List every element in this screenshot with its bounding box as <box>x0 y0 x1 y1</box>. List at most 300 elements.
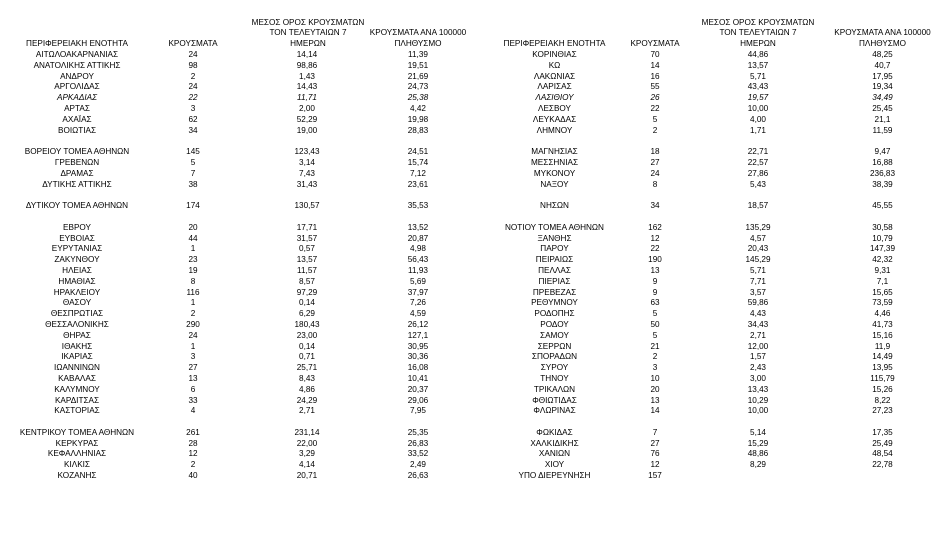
avg7-header-line3: ΗΜΕΡΩΝ <box>740 39 776 49</box>
avg7-cell: 8,43 <box>299 373 315 383</box>
cases-cell: 5 <box>652 330 658 340</box>
region-cell: ΜΑΓΝΗΣΙΑΣ <box>531 147 578 157</box>
per100k-cell: 4,59 <box>410 309 426 319</box>
per100k-cell: 48,54 <box>872 449 893 459</box>
avg7-cell: 31,43 <box>296 179 318 189</box>
per100k-cell: 27,23 <box>872 406 893 416</box>
cases-cell: 5 <box>652 114 658 124</box>
region-cell: ΙΘΑΚΗΣ <box>61 341 93 351</box>
avg7-cell: 22,71 <box>747 147 769 157</box>
per100k-cell: 13,95 <box>872 363 893 373</box>
avg7-cell: 3,29 <box>299 449 315 459</box>
table-row <box>472 72 945 83</box>
avg7-cell: 7,43 <box>299 168 315 178</box>
per100k-cell: 17,95 <box>872 71 893 81</box>
region-cell: ΣΠΟΡΑΔΩΝ <box>531 352 578 362</box>
per100k-cell: 19,98 <box>407 114 429 124</box>
per100k-cell: 22,78 <box>872 460 893 470</box>
avg7-cell: 13,43 <box>747 384 769 394</box>
avg7-cell: 48,86 <box>747 449 769 459</box>
avg7-cell: 34,43 <box>747 319 769 329</box>
cases-cell: 14 <box>650 406 660 416</box>
table-row <box>472 82 945 93</box>
table-row <box>0 158 472 169</box>
per100k-cell: 20,87 <box>407 233 429 243</box>
avg7-cell: 52,29 <box>296 114 318 124</box>
cases-cell: 12 <box>650 233 660 243</box>
left-table-header <box>0 14 472 50</box>
per100k-cell: 14,49 <box>872 352 893 362</box>
table-row <box>472 277 945 288</box>
region-cell: ΞΑΝΘΗΣ <box>537 233 572 243</box>
per100k-cell: 25,49 <box>872 438 893 448</box>
cases-cell: 18 <box>650 147 660 157</box>
per100k-cell: 11,93 <box>408 265 428 275</box>
table-row <box>472 385 945 396</box>
avg7-cell: 1,43 <box>299 71 315 81</box>
cases-cell: 19 <box>188 265 198 275</box>
left-table-body <box>0 50 472 482</box>
table-row <box>472 115 945 126</box>
table-row <box>0 147 472 158</box>
avg7-cell: 3,00 <box>750 373 766 383</box>
avg7-cell: 15,29 <box>747 438 769 448</box>
cases-cell: 2 <box>652 352 658 362</box>
table-row <box>0 439 472 450</box>
region-cell: ΑΙΤΩΛΟΑΚΑΡΝΑΝΙΑΣ <box>35 50 119 59</box>
table-row <box>0 169 472 180</box>
cases-cell: 63 <box>650 298 660 308</box>
table-row <box>0 244 472 255</box>
region-cell: ΜΕΣΣΗΝΙΑΣ <box>530 157 579 167</box>
per100k-cell: 4,42 <box>410 103 426 113</box>
region-cell: ΡΟΔΟΠΗΣ <box>534 309 575 319</box>
avg7-cell: 44,86 <box>747 50 769 59</box>
region-cell: ΕΥΡΥΤΑΝΙΑΣ <box>51 244 103 254</box>
per100k-cell: 9,47 <box>874 147 891 157</box>
per100k-cell: 30,58 <box>872 222 893 232</box>
cases-cell: 8 <box>190 276 196 286</box>
avg7-cell: 2,71 <box>299 406 315 416</box>
table-row <box>472 439 945 450</box>
table-row <box>0 201 472 212</box>
cases-cell: 190 <box>648 255 662 265</box>
avg7-header-line2: ΤΟΝ ΤΕΛΕΥΤΑΙΩΝ 7 <box>719 28 797 38</box>
per100k-cell: 42,32 <box>872 255 893 265</box>
table-row <box>0 471 472 482</box>
cases-cell: 4 <box>190 406 196 416</box>
cases-cell: 14 <box>650 60 660 70</box>
avg7-cell: 17,71 <box>296 222 318 232</box>
table-row <box>0 374 472 385</box>
cases-cell: 40 <box>188 471 198 481</box>
per100k-cell: 37,97 <box>407 287 429 297</box>
region-cell: ΣΥΡΟΥ <box>540 363 569 373</box>
avg7-cell: 43,43 <box>747 82 769 92</box>
avg7-cell: 11,71 <box>297 93 317 103</box>
region-cell: ΛΑΚΩΝΙΑΣ <box>533 71 576 81</box>
table-row <box>0 363 472 374</box>
cases-cell: 7 <box>190 168 196 178</box>
avg7-cell: 19,57 <box>747 93 769 103</box>
per100k-header-line1: ΚΡΟΥΣΜΑΤΑ ΑΝΑ 100000 <box>834 28 931 38</box>
per100k-cell: 40,7 <box>874 60 891 70</box>
table-row <box>472 223 945 234</box>
per100k-cell: 38,39 <box>872 179 893 189</box>
per100k-header-line2: ΠΛΗΘΥΣΜΟ <box>394 39 442 49</box>
per100k-header-line2: ΠΛΗΘΥΣΜΟ <box>858 39 907 49</box>
cases-cell: 13 <box>650 395 660 405</box>
region-column-header: ΠΕΡΙΦΕΡΕΙΑΚΗ ΕΝΟΤΗΤΑ <box>503 39 606 49</box>
table-row <box>0 298 472 309</box>
table-row <box>472 363 945 374</box>
table-row <box>0 50 472 61</box>
cases-cell: 1 <box>190 244 196 254</box>
region-cell: ΚΟΡΙΝΘΙΑΣ <box>532 50 577 59</box>
region-cell: ΤΗΝΟΥ <box>540 373 569 383</box>
per100k-column-header <box>824 28 941 50</box>
table-row <box>472 396 945 407</box>
table-row <box>0 320 472 331</box>
cases-cell: 2 <box>190 71 196 81</box>
per100k-cell: 115,79 <box>870 373 895 383</box>
table-row <box>0 309 472 320</box>
cases-cell: 10 <box>650 373 660 383</box>
cases-cell: 9 <box>652 287 658 297</box>
cases-cell: 13 <box>188 373 198 383</box>
region-cell: ΚΟΖΑΝΗΣ <box>57 471 97 481</box>
region-cell: ΚΕΦΑΛΛΗΝΙΑΣ <box>47 449 107 459</box>
cases-cell: 70 <box>650 50 660 59</box>
table-row <box>472 234 945 245</box>
spacer-row <box>0 190 472 201</box>
table-row <box>472 342 945 353</box>
per100k-cell: 41,73 <box>872 319 893 329</box>
region-cell: ΠΙΕΡΙΑΣ <box>538 276 571 286</box>
spacer-row <box>0 212 472 223</box>
cases-cell: 2 <box>190 309 196 319</box>
per100k-cell: 15,74 <box>407 157 429 167</box>
region-cell: ΠΕΙΡΑΙΩΣ <box>535 255 574 265</box>
region-cell: ΚΑΣΤΟΡΙΑΣ <box>54 406 100 416</box>
region-cell: ΛΕΣΒΟΥ <box>537 103 572 113</box>
per100k-cell: 25,35 <box>407 427 429 437</box>
cases-cell: 55 <box>650 82 660 92</box>
region-cell: ΖΑΚΥΝΘΟΥ <box>54 255 100 265</box>
per100k-cell: 26,63 <box>407 471 429 481</box>
per100k-cell: 11,9 <box>874 341 891 351</box>
region-cell: ΚΑΛΥΜΝΟΥ <box>54 384 100 394</box>
table-row <box>0 406 472 417</box>
region-cell: ΠΑΡΟΥ <box>540 244 569 254</box>
cases-cell: 27 <box>650 438 660 448</box>
per100k-cell: 73,59 <box>872 298 893 308</box>
spacer-row <box>472 190 945 201</box>
table-row <box>472 352 945 363</box>
table-row <box>472 309 945 320</box>
per100k-cell: 24,51 <box>407 147 429 157</box>
cases-cell: 50 <box>650 319 660 329</box>
table-row <box>472 406 945 417</box>
table-row <box>0 396 472 407</box>
region-cell: ΒΟΙΩΤΙΑΣ <box>57 125 97 135</box>
avg7-cell: 10,29 <box>747 395 769 405</box>
table-row <box>0 104 472 115</box>
cases-cell: 174 <box>186 201 200 211</box>
region-cell: ΠΡΕΒΕΖΑΣ <box>532 287 577 297</box>
avg7-cell: 0,14 <box>299 341 315 351</box>
region-cell: ΦΩΚΙΔΑΣ <box>536 427 573 437</box>
table-row <box>472 147 945 158</box>
cases-cell: 24 <box>650 168 660 178</box>
per100k-cell: 15,26 <box>872 384 893 394</box>
region-cell: ΤΡΙΚΑΛΩΝ <box>533 384 576 394</box>
spacer-row <box>0 136 472 147</box>
cases-cell: 20 <box>188 222 198 232</box>
avg7-cell: 59,86 <box>747 298 769 308</box>
cases-cell: 20 <box>650 384 660 394</box>
cases-cell: 3 <box>652 363 658 373</box>
avg7-cell: 23,00 <box>296 330 318 340</box>
table-row <box>0 223 472 234</box>
avg7-cell: 231,14 <box>294 427 320 437</box>
region-cell: ΑΡΚΑΔΙΑΣ <box>57 93 97 103</box>
avg7-cell: 180,43 <box>294 319 320 329</box>
avg7-cell: 25,71 <box>296 363 318 373</box>
region-cell: ΚΙΛΚΙΣ <box>63 460 90 470</box>
avg7-cell: 18,57 <box>747 201 769 211</box>
cases-cell: 22 <box>188 93 198 103</box>
cases-cell: 5 <box>652 309 658 319</box>
cases-cell: 21 <box>650 341 660 351</box>
cases-cell: 12 <box>188 449 198 459</box>
per100k-cell: 2,49 <box>410 460 426 470</box>
avg7-cell: 4,43 <box>750 309 766 319</box>
table-row <box>472 93 945 104</box>
per100k-cell: 20,37 <box>407 384 429 394</box>
avg7-cell: 22,00 <box>296 438 318 448</box>
table-row <box>472 288 945 299</box>
avg7-column-header <box>240 18 376 50</box>
table-row <box>0 234 472 245</box>
table-row <box>0 428 472 439</box>
avg7-header-line3: ΗΜΕΡΩΝ <box>290 39 326 49</box>
table-row <box>472 180 945 191</box>
per100k-cell: 5,69 <box>410 276 426 286</box>
table-row <box>0 277 472 288</box>
region-cell: ΚΩ <box>548 60 561 70</box>
cases-cell: 116 <box>186 287 200 297</box>
region-cell: ΘΗΡΑΣ <box>63 330 91 340</box>
per100k-cell: 35,53 <box>407 201 429 211</box>
table-row <box>472 61 945 72</box>
per100k-cell: 8,22 <box>874 395 891 405</box>
table-row <box>0 82 472 93</box>
region-cell: ΘΕΣΣΑΛΟΝΙΚΗΣ <box>45 319 109 329</box>
avg7-cell: 4,86 <box>299 384 315 394</box>
table-row <box>0 266 472 277</box>
region-cell: ΗΛΕΙΑΣ <box>62 265 92 275</box>
avg7-cell: 3,57 <box>750 287 766 297</box>
per100k-cell: 17,35 <box>872 427 893 437</box>
region-cell: ΔΡΑΜΑΣ <box>60 168 94 178</box>
avg7-cell: 130,57 <box>294 201 320 211</box>
right-table <box>472 14 945 482</box>
avg7-cell: 14,14 <box>296 50 318 59</box>
per100k-cell: 24,73 <box>407 82 429 92</box>
spacer-row <box>472 136 945 147</box>
avg7-cell: 31,57 <box>296 233 318 243</box>
per100k-cell: 16,08 <box>407 363 429 373</box>
avg7-cell: 97,29 <box>296 287 318 297</box>
avg7-cell: 1,71 <box>750 125 766 135</box>
table-row <box>0 180 472 191</box>
table-row <box>0 352 472 363</box>
avg7-cell: 98,86 <box>296 60 318 70</box>
avg7-cell: 7,71 <box>750 276 766 286</box>
spacer-row <box>472 417 945 428</box>
table-row <box>472 126 945 137</box>
per100k-cell: 45,55 <box>872 201 893 211</box>
cases-cell: 3 <box>190 352 196 362</box>
region-cell: ΝΟΤΙΟΥ ΤΟΜΕΑ ΑΘΗΝΩΝ <box>505 222 604 232</box>
region-cell: ΛΑΡΙΣΑΣ <box>537 82 572 92</box>
avg7-cell: 14,43 <box>296 82 318 92</box>
avg7-cell: 0,71 <box>299 352 315 362</box>
avg7-cell: 4,14 <box>299 460 315 470</box>
cases-cell: 5 <box>190 157 196 167</box>
per100k-cell: 29,06 <box>407 395 429 405</box>
avg7-cell: 5,43 <box>750 179 766 189</box>
cases-cell: 157 <box>648 471 662 481</box>
per100k-cell: 7,26 <box>410 298 426 308</box>
avg7-cell: 8,57 <box>299 276 315 286</box>
region-cell: ΚΑΡΔΙΤΣΑΣ <box>54 395 100 405</box>
cases-cell: 76 <box>650 449 660 459</box>
region-cell: ΑΡΓΟΛΙΔΑΣ <box>54 82 100 92</box>
per100k-cell: 19,34 <box>872 82 893 92</box>
per100k-cell: 127,1 <box>407 330 429 340</box>
table-row <box>472 158 945 169</box>
per100k-cell: 56,43 <box>407 255 429 265</box>
avg7-cell: 0,14 <box>299 298 315 308</box>
cases-cell: 27 <box>650 157 660 167</box>
region-cell: ΚΕΝΤΡΙΚΟΥ ΤΟΜΕΑ ΑΘΗΝΩΝ <box>19 427 135 437</box>
cases-cell: 290 <box>186 319 200 329</box>
avg7-cell: 2,71 <box>750 330 766 340</box>
table-row <box>0 288 472 299</box>
table-row <box>472 331 945 342</box>
cases-cell: 44 <box>188 233 198 243</box>
region-cell: ΔΥΤΙΚΗΣ ΑΤΤΙΚΗΣ <box>42 179 112 189</box>
region-cell: ΛΗΜΝΟΥ <box>536 125 573 135</box>
per100k-cell: 4,46 <box>874 309 891 319</box>
cases-cell: 24 <box>188 50 198 59</box>
per100k-cell: 19,51 <box>407 60 429 70</box>
avg7-cell: 13,57 <box>747 60 769 70</box>
region-cell: ΚΑΒΑΛΑΣ <box>58 373 96 383</box>
region-cell: ΛΕΥΚΑΔΑΣ <box>532 114 577 124</box>
region-cell: ΝΑΞΟΥ <box>540 179 569 189</box>
avg7-cell: 3,14 <box>299 157 315 167</box>
cases-cell: 2 <box>190 460 196 470</box>
region-cell: ΠΕΛΛΑΣ <box>538 265 571 275</box>
cases-column-header: ΚΡΟΥΣΜΑΤΑ <box>630 39 680 49</box>
region-cell: ΜΥΚΟΝΟΥ <box>533 168 576 178</box>
avg7-cell: 20,43 <box>747 244 769 254</box>
table-row <box>472 374 945 385</box>
cases-cell: 12 <box>650 460 660 470</box>
per100k-cell: 30,36 <box>407 352 429 362</box>
avg7-cell: 123,43 <box>294 147 320 157</box>
avg7-cell: 5,14 <box>750 427 766 437</box>
per100k-header-line1: ΚΡΟΥΣΜΑΤΑ ΑΝΑ 100000 <box>369 28 467 38</box>
table-row <box>0 385 472 396</box>
avg7-cell: 4,00 <box>750 114 766 124</box>
cases-cell: 9 <box>652 276 658 286</box>
region-cell: ΣΕΡΡΩΝ <box>537 341 572 351</box>
cases-cell: 26 <box>650 93 660 103</box>
region-cell: ΙΩΑΝΝΙΝΩΝ <box>54 363 100 373</box>
per100k-cell: 236,83 <box>869 168 896 178</box>
cases-cell: 6 <box>190 384 196 394</box>
region-cell: ΚΕΡΚΥΡΑΣ <box>55 438 99 448</box>
region-cell: ΥΠΟ ΔΙΕΡΕΥΝΗΣΗ <box>518 471 591 481</box>
avg7-header-line1: ΜΕΣΟΣ ΟΡΟΣ ΚΡΟΥΣΜΑΤΩΝ <box>251 17 365 27</box>
region-cell: ΗΜΑΘΙΑΣ <box>58 276 96 286</box>
region-cell: ΙΚΑΡΙΑΣ <box>61 352 93 362</box>
cases-cell: 2 <box>652 125 658 135</box>
per100k-cell: 23,61 <box>407 179 429 189</box>
region-cell: ΣΑΜΟΥ <box>540 330 569 340</box>
cases-cell: 34 <box>188 125 198 135</box>
region-cell: ΔΥΤΙΚΟΥ ΤΟΜΕΑ ΑΘΗΝΩΝ <box>25 201 129 211</box>
region-cell: ΡΕΘΥΜΝΟΥ <box>531 298 578 308</box>
cases-cell: 62 <box>188 114 198 124</box>
per100k-cell: 7,12 <box>410 168 426 178</box>
per100k-cell: 26,83 <box>407 438 429 448</box>
cases-cell: 33 <box>188 395 198 405</box>
region-cell: ΓΡΕΒΕΝΩΝ <box>54 157 100 167</box>
avg7-cell: 27,86 <box>747 168 769 178</box>
per100k-cell: 48,25 <box>872 50 893 59</box>
region-cell: ΦΛΩΡΙΝΑΣ <box>533 406 576 416</box>
per100k-cell: 13,52 <box>407 222 429 232</box>
avg7-cell: 10,00 <box>747 103 769 113</box>
table-row <box>0 93 472 104</box>
table-row <box>0 61 472 72</box>
region-cell: ΝΗΣΩΝ <box>540 201 569 211</box>
cases-cell: 16 <box>650 71 660 81</box>
region-cell: ΧΑΝΙΩΝ <box>538 449 571 459</box>
avg7-cell: 20,71 <box>296 471 318 481</box>
table-row <box>0 449 472 460</box>
cases-cell: 27 <box>188 363 198 373</box>
avg7-cell: 6,29 <box>299 309 315 319</box>
per100k-column-header <box>360 28 476 50</box>
cases-cell: 24 <box>188 330 198 340</box>
cases-cell: 28 <box>188 438 198 448</box>
avg7-cell: 13,57 <box>296 255 318 265</box>
per100k-cell: 15,65 <box>872 287 893 297</box>
avg7-cell: 2,43 <box>750 363 766 373</box>
table-row <box>472 266 945 277</box>
region-cell: ΦΘΙΩΤΙΔΑΣ <box>532 395 577 405</box>
region-cell: ΘΑΣΟΥ <box>62 298 92 308</box>
avg7-cell: 11,57 <box>297 265 317 275</box>
cases-cell: 1 <box>190 341 196 351</box>
table-row <box>0 255 472 266</box>
